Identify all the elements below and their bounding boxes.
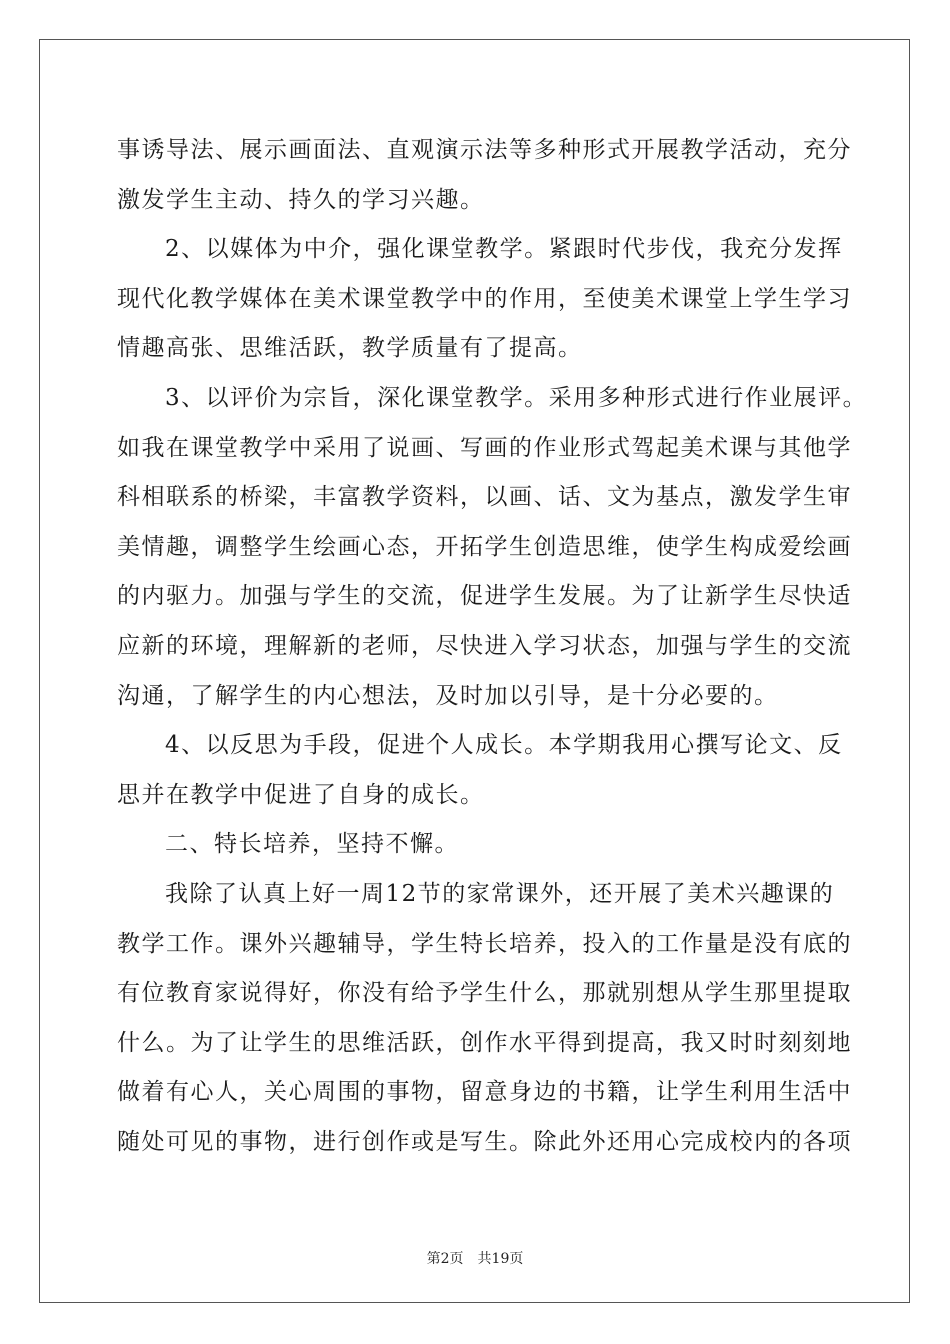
text-line: 有位教育家说得好，你没有给予学生什么，那就别想从学生那里提取 <box>117 980 852 1007</box>
section-heading: 二、特长培养，坚持不懈。 <box>165 831 459 858</box>
text-line: 的内驱力。加强与学生的交流，促进学生发展。为了让新学生尽快适 <box>117 583 852 610</box>
text-line: 做着有心人，关心周围的事物，留意身边的书籍，让学生利用生活中 <box>117 1079 852 1106</box>
text-line: 事诱导法、展示画面法、直观演示法等多种形式开展教学活动，充分 <box>117 137 852 163</box>
page-footer <box>0 1248 950 1268</box>
text-line: 如我在课堂教学中采用了说画、写画的作业形式驾起美术课与其他学 <box>117 434 852 461</box>
text-line: 我除了认真上好一周12节的家常课外，还开展了美术兴趣课的 <box>165 880 835 907</box>
text-line: 情趣高张、思维活跃，教学质量有了提高。 <box>117 335 583 362</box>
text-line: 美情趣，调整学生绘画心态，开拓学生创造思维，使学生构成爱绘画 <box>117 533 852 560</box>
text-line: 教学工作。课外兴趣辅导，学生特长培养，投入的工作量是没有底的 <box>117 930 852 957</box>
text-line: 3、以评价为宗旨，深化课堂教学。采用多种形式进行作业展评。 <box>165 384 868 411</box>
page-number: 第2页 <box>426 1251 464 1267</box>
text-line: 科相联系的桥梁，丰富教学资料，以画、话、文为基点，激发学生审 <box>117 484 852 511</box>
document-body <box>117 126 868 1167</box>
text-line: 4、以反思为手段，促进个人成长。本学期我用心撰写论文、反 <box>165 732 843 759</box>
page-total: 共19页 <box>477 1251 524 1267</box>
text-line: 2、以媒体为中介，强化课堂教学。紧跟时代步伐，我充分发挥 <box>165 236 843 263</box>
text-line: 沟通，了解学生的内心想法，及时加以引导，是十分必要的。 <box>117 682 779 709</box>
text-line: 随处可见的事物，进行创作或是写生。除此外还用心完成校内的各项 <box>117 1128 852 1155</box>
text-line: 什么。为了让学生的思维活跃，创作水平得到提高，我又时时刻刻地 <box>117 1029 852 1056</box>
text-line: 思并在教学中促进了自身的成长。 <box>117 781 485 808</box>
text-line: 应新的环境，理解新的老师，尽快进入学习状态，加强与学生的交流 <box>117 632 852 659</box>
text-line: 现代化教学媒体在美术课堂教学中的作用，至使美术课堂上学生学习 <box>117 285 852 312</box>
text-line: 激发学生主动、持久的学习兴趣。 <box>117 186 485 213</box>
